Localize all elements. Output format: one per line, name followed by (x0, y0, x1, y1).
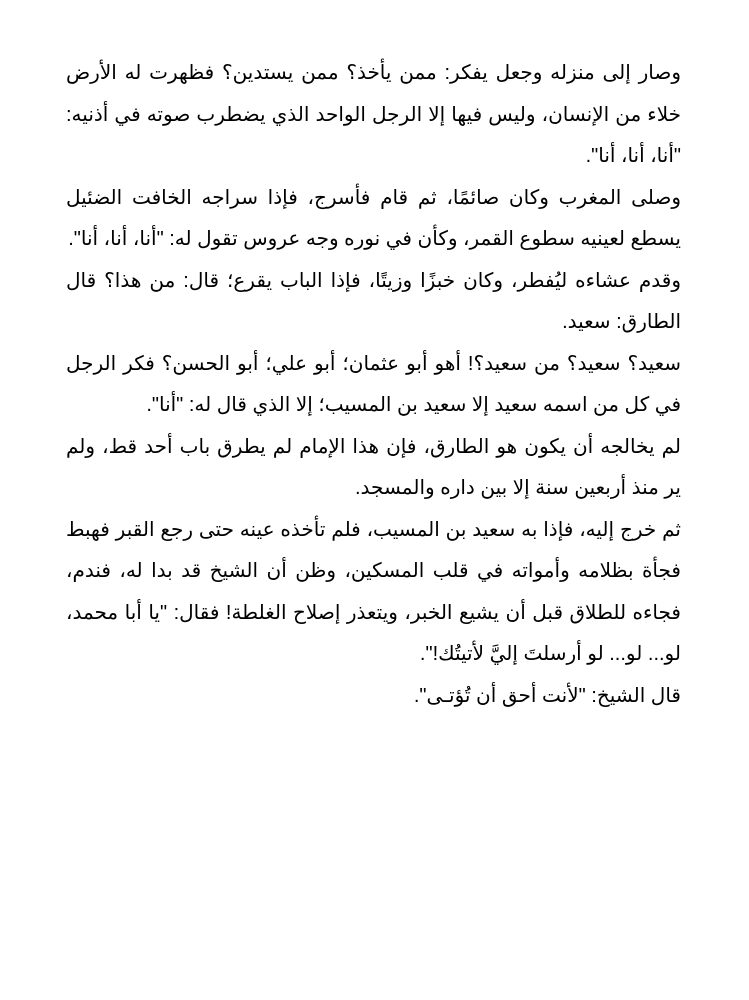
paragraph: سعيد؟ سعيد؟ من سعيد؟! أهو أبو عثمان؛ أبو علي؛ أبو الحسن؟ فكر الرجل في كل من اسمه سعيد إلا سعيد بن المسيب؛ إلا الذي قال له: "أنا". (66, 352, 681, 416)
paragraph: قال الشيخ: "لأنت أحق أن تُؤتـى". (413, 684, 681, 707)
paragraph: وصار إلى منزله وجعل يفكر: ممن يأخذ؟ ممن يستدين؟ فظهرت له الأرض خلاء من الإنسان، وليس فيها إلا الرجل الواحد الذي يضطرب صوته في أذنيه: "أنا، أنا، أنا". (66, 62, 681, 167)
document-body (66, 53, 681, 717)
paragraph: لم يخالجه أن يكون هو الطارق، فإن هذا الإمام لم يطرق باب أحد قط، ولم ير منذ أربعين سنة إلا بين داره والمسجد. (66, 435, 681, 499)
paragraph: وقدم عشاءه ليُفطر، وكان خبزًا وزيتًا، فإذا الباب يقرع؛ قال: من هذا؟ قال الطارق: سعيد. (66, 269, 681, 333)
paragraph: وصلى المغرب وكان صائمًا، ثم قام فأسرج، فإذا سراجه الخافت الضئيل يسطع لعينيه سطوع القمر، وكأن في نوره وجه عروس تقول له: "أنا، أنا، أنا". (66, 186, 681, 250)
paragraph: ثم خرج إليه، فإذا به سعيد بن المسيب، فلم تأخذه عينه حتى رجع القبر فهبط فجأة بظلامه وأمواته في قلب المسكين، وظن أن الشيخ قد بدا له، فندم، فجاءه للطلاق قبل أن يشيع الخبر، ويتعذر إصلاح الغلطة! فقال: "يا أبا محمد، لو... لو... لو أرسلتَ إليَّ لأتيتُك!". (66, 518, 681, 665)
